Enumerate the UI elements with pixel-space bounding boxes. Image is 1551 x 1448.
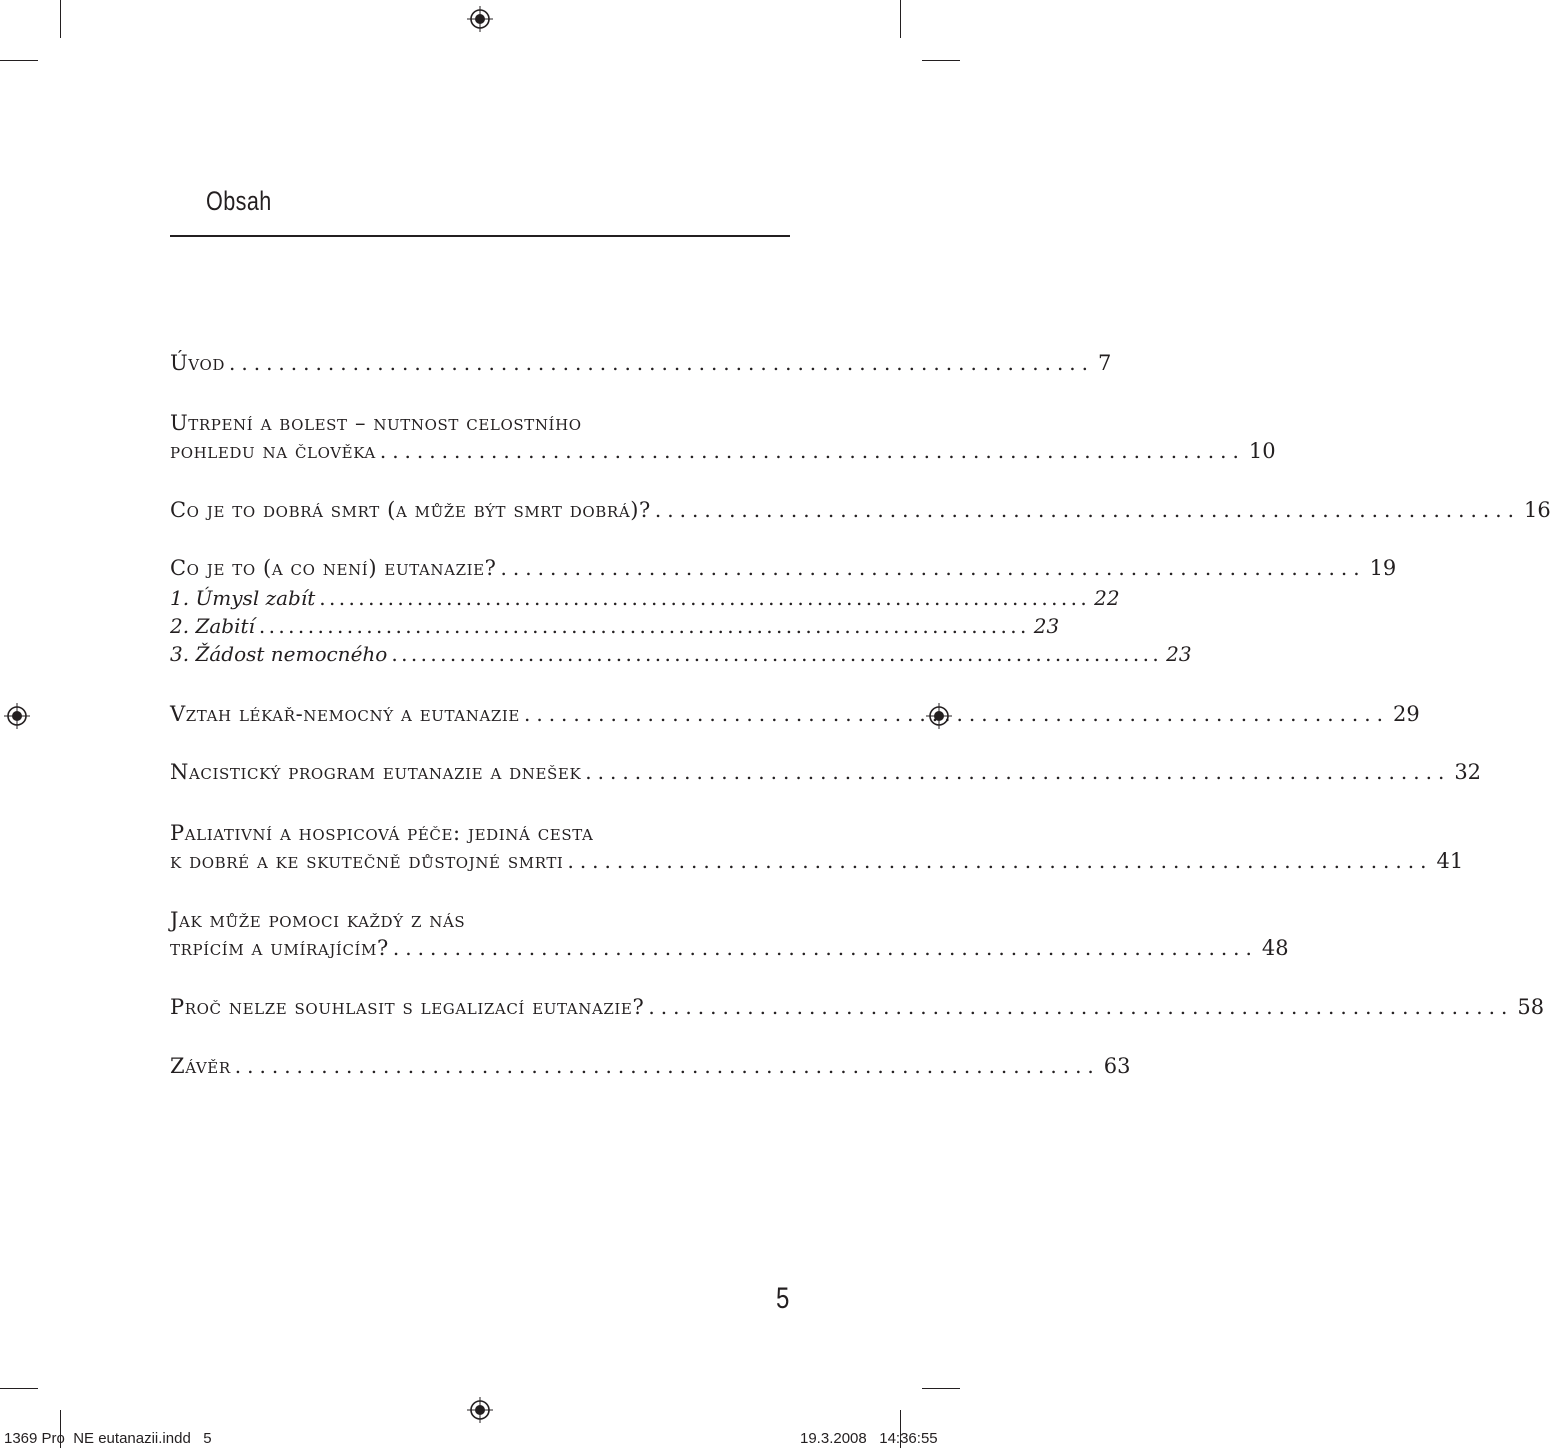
toc-entry-page: 32 bbox=[1454, 760, 1482, 784]
toc-entry-title: Co je to dobrá smrt (a může být smrt dobrá)? bbox=[170, 498, 651, 522]
toc-leader: ...................................................................... bbox=[229, 351, 1095, 375]
toc-leader: ...................................................................... bbox=[648, 995, 1514, 1019]
toc-subentry-page: 23 bbox=[1166, 642, 1192, 666]
toc-entry bbox=[170, 550, 1397, 580]
crop-mark-left-bottom bbox=[0, 1388, 38, 1389]
toc-leader: ...................................................................... bbox=[654, 498, 1520, 522]
toc-entry bbox=[170, 843, 1464, 873]
toc-subentry-page: 23 bbox=[1033, 614, 1060, 638]
toc-entry-page: 58 bbox=[1517, 995, 1545, 1019]
toc-leader: ............................................................................... bbox=[319, 586, 1091, 610]
toc-entry bbox=[170, 696, 1420, 726]
toc-leader: ...................................................................... bbox=[234, 1054, 1100, 1078]
slug-file-info: 1369 Pro NE eutanazii.indd 5 bbox=[4, 1430, 212, 1447]
toc-entry-page: 48 bbox=[1261, 936, 1289, 960]
toc-entry-title-line1: Utrpení a bolest – nutnost celostního bbox=[170, 411, 582, 435]
toc-subentry bbox=[170, 636, 1192, 666]
toc-leader: ...................................................................... bbox=[500, 556, 1366, 580]
toc-entry bbox=[170, 1048, 1131, 1078]
toc-subentry-title: 3. Žádost nemocného bbox=[170, 642, 388, 666]
toc-entry-page: 10 bbox=[1248, 439, 1276, 463]
slug-date-info: 19.3.2008 14:36:55 bbox=[800, 1430, 938, 1447]
crop-mark-left-top bbox=[0, 60, 38, 61]
toc-entry-page: 29 bbox=[1393, 702, 1420, 726]
toc-entry bbox=[170, 492, 1551, 522]
toc-leader: ...................................................................... bbox=[585, 760, 1451, 784]
toc-entry bbox=[170, 345, 1112, 375]
crop-mark-right-bottom bbox=[922, 1388, 960, 1389]
toc-entry-title: Proč nelze souhlasit s legalizací eutanazie? bbox=[170, 995, 645, 1019]
toc-leader: ............................................................................... bbox=[391, 642, 1163, 666]
toc-entry bbox=[170, 989, 1545, 1019]
toc-entry-title: Úvod bbox=[170, 351, 225, 375]
toc-subentry bbox=[170, 580, 1120, 610]
toc-leader: ...................................................................... bbox=[379, 439, 1245, 463]
toc-leader: ...................................................................... bbox=[567, 849, 1433, 873]
toc-leader: ...................................................................... bbox=[523, 702, 1390, 726]
page-title: Obsah bbox=[206, 186, 272, 216]
toc-entry bbox=[170, 930, 1289, 960]
toc-entry-title: Vztah lékař-nemocný a eutanazie bbox=[170, 702, 520, 726]
registration-mark-icon bbox=[4, 703, 30, 729]
page-number: 5 bbox=[776, 1282, 790, 1315]
toc-entry-title-line1: Paliativní a hospicová péče: jediná cesta bbox=[170, 821, 594, 845]
toc-entry-title-line2: trpícím a umírajícím? bbox=[170, 936, 389, 960]
toc-entry-title: Nacistický program eutanazie a dnešek bbox=[170, 760, 582, 784]
toc-entry bbox=[170, 754, 1482, 784]
toc-entry-page: 41 bbox=[1436, 849, 1464, 873]
crop-mark-top-left bbox=[60, 0, 61, 38]
toc-subentry-page: 22 bbox=[1094, 586, 1120, 610]
toc-entry-title: Závěr bbox=[170, 1054, 231, 1078]
title-rule bbox=[170, 235, 790, 237]
toc-entry-page: 19 bbox=[1369, 556, 1397, 580]
toc-subentry-title: 1. Úmysl zabít bbox=[170, 586, 316, 610]
toc-entry bbox=[170, 433, 1276, 463]
registration-mark-icon bbox=[467, 6, 493, 32]
crop-mark-top-right bbox=[900, 0, 901, 38]
toc-leader: ............................................................................... bbox=[258, 614, 1030, 638]
toc-subentry bbox=[170, 608, 1060, 638]
toc-subentry-title: 2. Zabití bbox=[170, 614, 255, 638]
toc-entry-title: Co je to (a co není) eutanazie? bbox=[170, 556, 497, 580]
toc-entry-title-line2: k dobré a ke skutečně důstojné smrti bbox=[170, 849, 564, 873]
toc-entry-page: 7 bbox=[1098, 351, 1112, 375]
toc-entry-page: 16 bbox=[1523, 498, 1551, 522]
toc-leader: ...................................................................... bbox=[392, 936, 1258, 960]
crop-mark-right-top bbox=[922, 60, 960, 61]
registration-mark-icon bbox=[467, 1397, 493, 1423]
toc-entry-title-line1: Jak může pomoci každý z nás bbox=[170, 908, 466, 932]
toc-entry-title-line2: pohledu na člověka bbox=[170, 439, 376, 463]
toc-entry-page: 63 bbox=[1103, 1054, 1131, 1078]
